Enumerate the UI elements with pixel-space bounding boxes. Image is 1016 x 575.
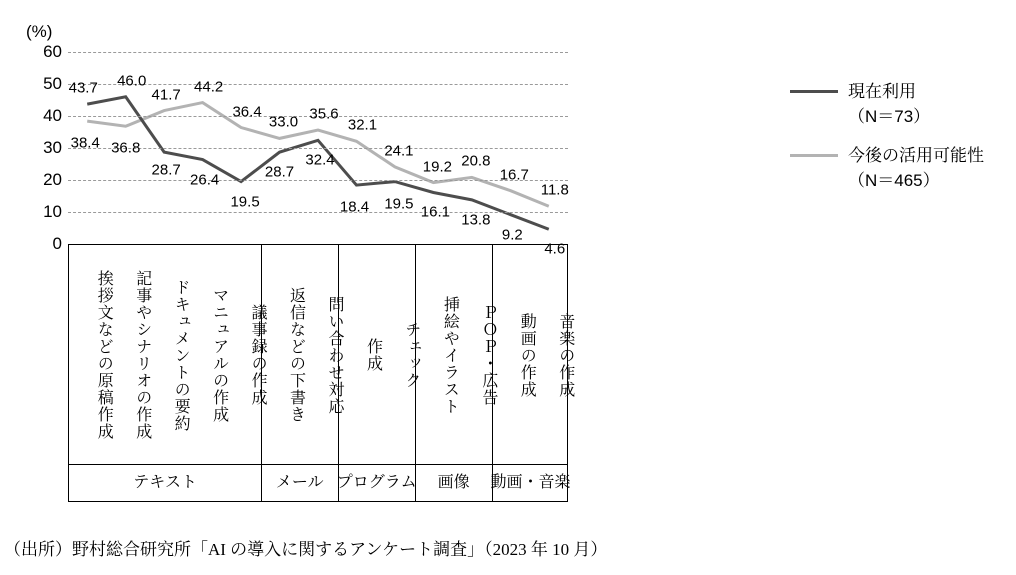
legend-swatch <box>790 90 838 93</box>
gridline <box>68 212 568 213</box>
data-label: 16.7 <box>499 166 529 184</box>
legend-series-name: 今後の活用可能性 <box>848 146 984 165</box>
legend-label <box>848 80 930 129</box>
group-label: 画像 <box>437 474 470 491</box>
category-label: 動画の作成 <box>518 312 536 398</box>
group-label: プログラム <box>336 474 417 491</box>
category-label: 議事録の作成 <box>249 304 267 406</box>
data-label: 20.8 <box>461 152 491 170</box>
data-label: 32.1 <box>347 116 378 134</box>
category-label: ＰＯＰ・広告 <box>479 304 497 406</box>
data-label: 28.7 <box>264 163 295 181</box>
source-note: （出所）野村総合研究所「AI の導入に関するアンケート調査」（2023 年 10 月） <box>4 540 608 559</box>
group-label: 動画・音楽 <box>490 474 571 491</box>
y-tick-label: 20 <box>43 170 62 189</box>
y-tick-label: 50 <box>43 74 62 93</box>
legend-series-n: （N＝73） <box>848 106 931 126</box>
data-label: 4.6 <box>544 240 566 258</box>
data-label: 9.2 <box>501 226 523 244</box>
data-label: 41.7 <box>151 86 181 104</box>
chart-legend <box>790 80 1000 208</box>
legend-series-n: （N＝465） <box>848 170 940 190</box>
data-label: 26.4 <box>190 171 220 189</box>
y-tick-label: 0 <box>52 234 62 253</box>
category-label: 挨拶文などの原稿作成 <box>95 270 113 440</box>
category-label: 作成 <box>364 338 382 372</box>
group-separator <box>261 245 262 501</box>
y-tick-label: 60 <box>43 42 62 61</box>
group-separator <box>415 245 416 501</box>
category-label: マニュアルの作成 <box>210 287 228 423</box>
gridline <box>68 180 568 181</box>
data-label: 38.4 <box>70 134 100 152</box>
data-label: 36.4 <box>232 103 262 121</box>
axis-unit-label: (%) <box>26 22 53 41</box>
category-label: チェック <box>402 321 420 389</box>
data-label: 43.7 <box>68 79 98 97</box>
data-label: 19.5 <box>230 193 260 211</box>
data-label: 35.6 <box>309 105 339 123</box>
y-axis-tick-labels <box>22 42 62 253</box>
category-label: ドキュメントの要約 <box>172 278 190 432</box>
y-tick-label: 40 <box>43 106 62 125</box>
data-label: 19.2 <box>422 158 452 176</box>
data-label: 32.4 <box>305 151 335 169</box>
data-label: 33.0 <box>268 113 299 131</box>
data-label: 11.8 <box>540 181 569 199</box>
legend-item <box>790 144 1000 208</box>
category-label: 記事やシナリオの作成 <box>133 270 151 440</box>
gridline <box>68 148 568 149</box>
legend-series-name: 現在利用 <box>848 82 916 101</box>
legend-swatch <box>790 154 838 157</box>
data-label: 18.4 <box>339 198 370 216</box>
group-label: テキスト <box>133 474 197 491</box>
group-label: メール <box>275 474 324 491</box>
legend-item <box>790 80 1000 144</box>
category-label: 音楽の作成 <box>556 312 574 398</box>
group-separator <box>492 245 493 501</box>
group-separator <box>338 245 339 501</box>
data-label: 36.8 <box>111 139 141 157</box>
category-axis-box <box>68 244 574 502</box>
data-label: 44.2 <box>194 78 224 96</box>
data-label: 46.0 <box>117 72 147 90</box>
data-label: 28.7 <box>151 161 181 179</box>
data-label: 19.5 <box>384 195 414 213</box>
data-label: 24.1 <box>384 142 414 160</box>
data-label: 13.8 <box>461 211 491 229</box>
category-label: 問い合わせ対応 <box>326 295 343 415</box>
y-tick-label: 30 <box>43 138 62 157</box>
gridline <box>68 52 568 53</box>
legend-label <box>848 144 984 193</box>
data-label: 16.1 <box>420 203 450 221</box>
category-label: 挿絵やイラスト <box>441 295 459 415</box>
y-tick-label: 10 <box>43 202 62 221</box>
category-label: 返信などの下書き <box>287 287 305 423</box>
